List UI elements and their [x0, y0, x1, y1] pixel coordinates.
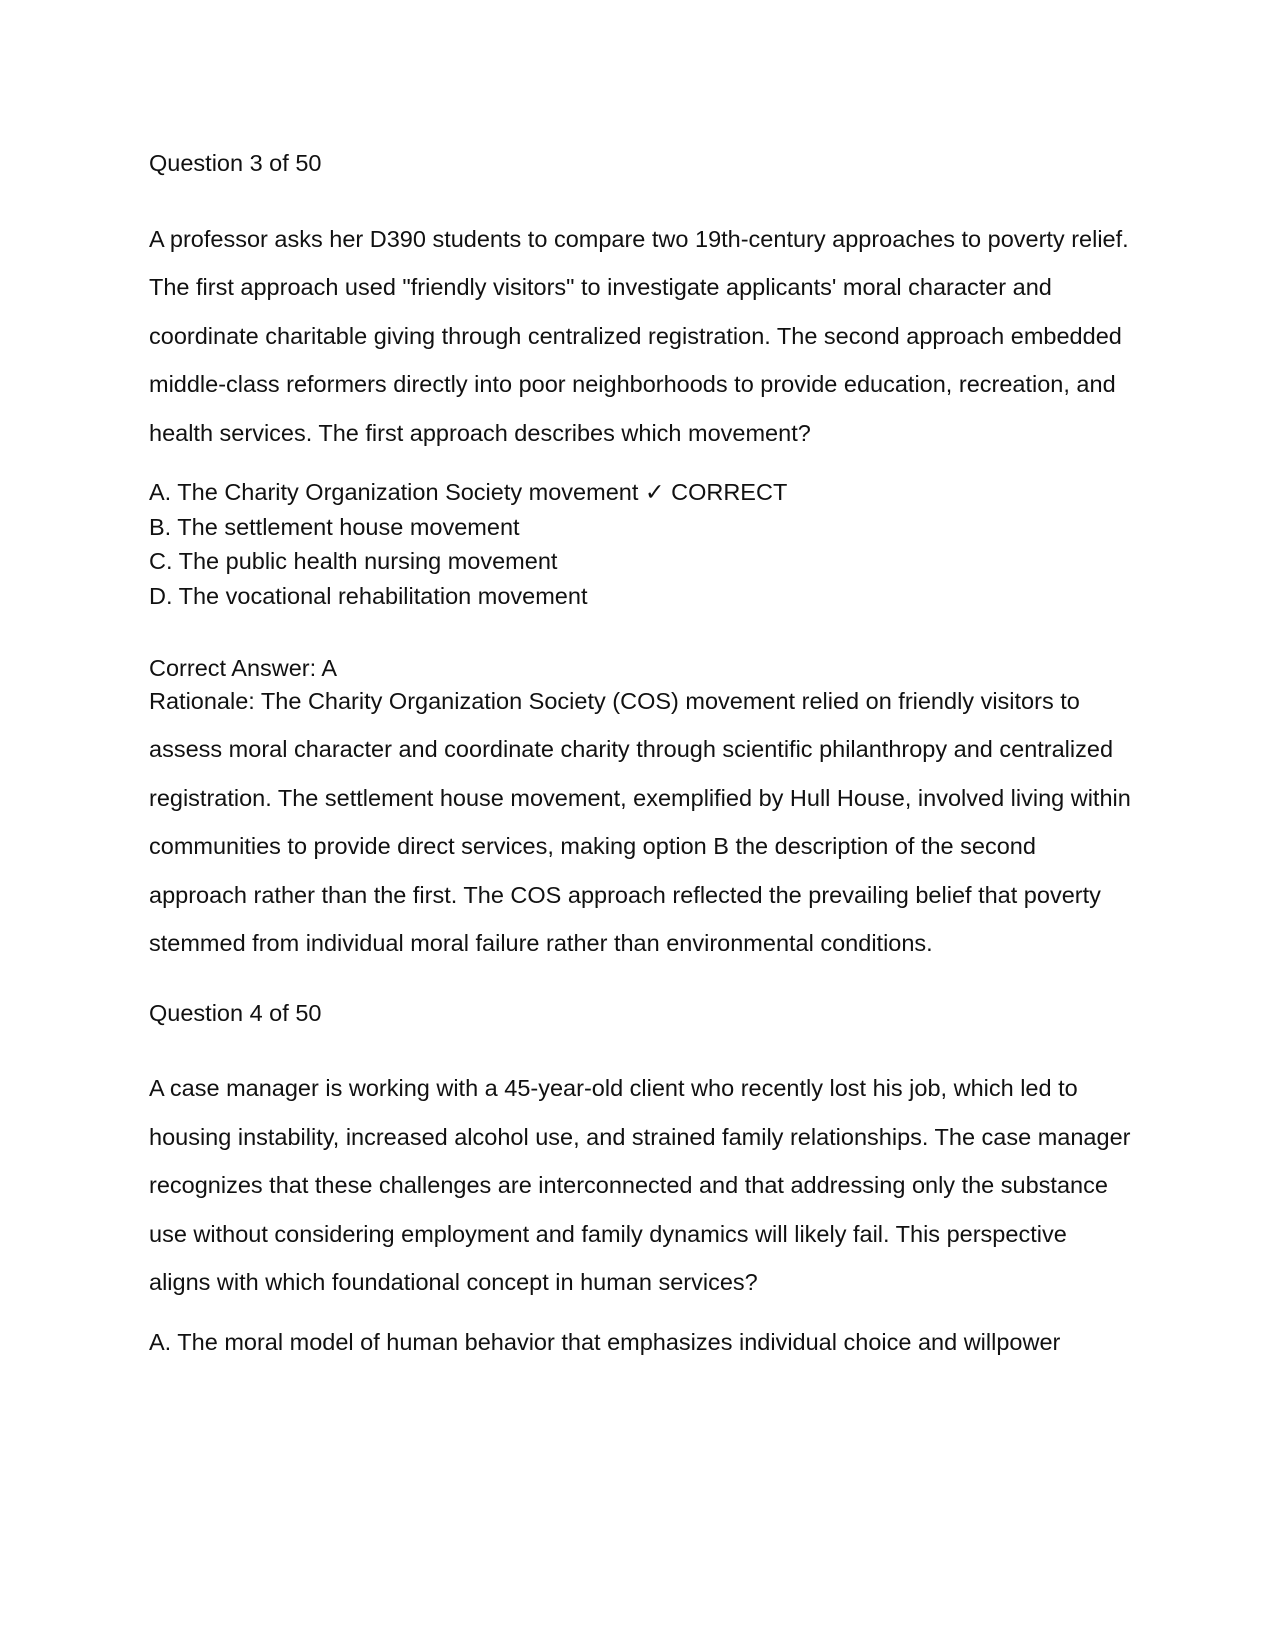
- question-heading: Question 4 of 50: [149, 1000, 322, 1027]
- answer-option-b: B. The settlement house movement: [149, 513, 520, 540]
- correct-answer: Correct Answer: A: [149, 655, 338, 682]
- question-stem: A case manager is working with a 45-year-old client who recently lost his job, which led to housing instability, increased alcohol use, and strained family relationships. The case manager recognizes that these challenges are interconnected and that addressing only the substance use without considering employment and family dynamics will likely fail. This perspective aligns with which foundational concept in human services?: [149, 1075, 1131, 1296]
- answer-options: [149, 1325, 1134, 1360]
- answer-option-c: C. The public health nursing movement: [149, 548, 558, 575]
- answer-option-a: A. The Charity Organization Society movement ✓ CORRECT: [149, 479, 788, 506]
- answer-option-a: A. The moral model of human behavior that emphasizes individual choice and willpower: [149, 1328, 1061, 1355]
- rationale: Rationale: The Charity Organization Society (COS) movement relied on friendly visitors to assess moral character and coordinate charity through scientific philanthropy and centralized registration. The settlement house movement, exemplified by Hull House, involved living within communities to provide direct services, making option B the description of the second approach rather than the first. The COS approach reflected the prevailing belief that poverty stemmed from individual moral failure rather than environmental conditions.: [149, 688, 1131, 957]
- document-content: [149, 145, 1134, 1359]
- question-heading: Question 3 of 50: [149, 150, 322, 176]
- answer-option-d: D. The vocational rehabilitation movement: [149, 582, 588, 609]
- answer-options: [149, 475, 1134, 613]
- question-stem: A professor asks her D390 students to compare two 19th-century approaches to poverty relief. The first approach used "friendly visitors" to investigate applicants' moral character and coordinate charitable giving through centralized registration. The second approach embedded middle-class reformers directly into poor neighborhoods to provide education, recreation, and health services. The first approach describes which movement?: [149, 226, 1129, 446]
